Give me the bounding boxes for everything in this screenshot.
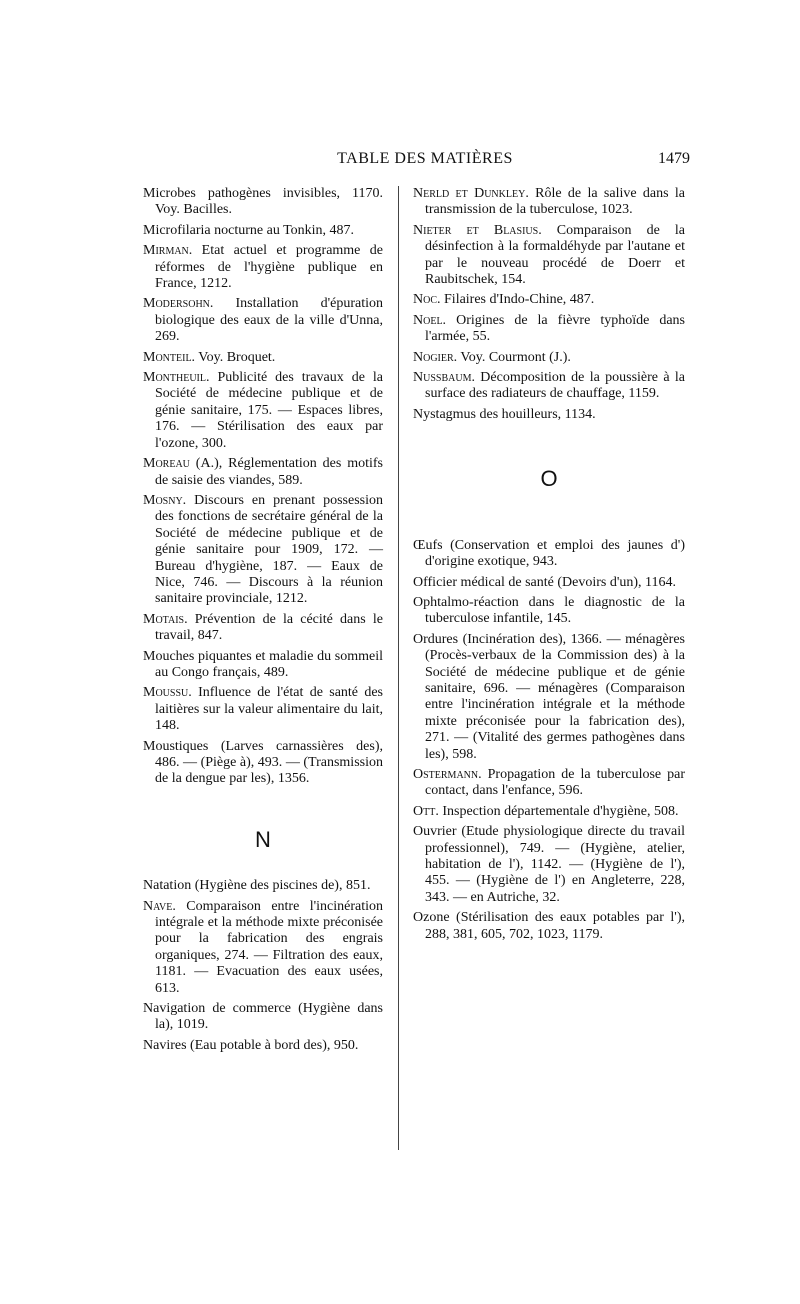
entry-heading: Nussbaum. <box>413 370 475 386</box>
right-column <box>413 186 685 947</box>
index-section-n-continued <box>413 186 685 423</box>
page-title: TABLE DES MATIÈRES <box>337 150 513 167</box>
index-entry <box>143 899 383 997</box>
index-section-m <box>143 186 383 788</box>
entry-text: Nystagmus des houilleurs, 1134. <box>413 406 596 422</box>
index-entry <box>413 575 685 591</box>
entry-heading: Ostermann. <box>413 766 482 782</box>
entry-heading: Motais. <box>143 611 188 627</box>
entry-text: Voy. Broquet. <box>195 349 276 365</box>
index-entry <box>143 1038 383 1054</box>
index-entry <box>413 804 685 820</box>
entry-text: Décomposition de la poussière à la surface des radiateurs de chauffage, 1159. <box>425 370 685 402</box>
index-entry <box>143 296 383 345</box>
index-entry <box>143 243 383 292</box>
index-entry <box>413 824 685 906</box>
index-entry <box>413 767 685 800</box>
entry-text: Navires (Eau potable à bord des), 950. <box>143 1037 359 1053</box>
entry-text: Mouches piquantes et maladie du sommeil au Congo français, 489. <box>143 648 383 680</box>
entry-text: Discours en prenant possession des fonctions de secrétaire général de la Société de médecine publique et de génie sanitaire pour 1909, 172. — Bureau d'hygiène, 187. — Eaux de Nice, 746. — Discours à la réunion sanitaire provinciale, 1212. <box>155 492 383 607</box>
left-column <box>143 186 383 1058</box>
entry-text: (A.), Réglementation des motifs de saisie des viandes, 589. <box>155 456 383 488</box>
entry-text: Voy. Courmont (J.). <box>457 349 571 365</box>
index-entry <box>143 1001 383 1034</box>
entry-text: Microfilaria nocturne au Tonkin, 487. <box>143 222 355 238</box>
index-entry <box>413 223 685 289</box>
index-entry <box>413 632 685 763</box>
entry-text: Comparaison entre l'incinération intégrale et la méthode mixte préconisée pour la fabrication des engrais organiques, 274. — Filtration des eaux, 1181. — Evacuation des eaux usées, 613. <box>155 898 383 996</box>
entry-text: Filaires d'Indo-Chine, 487. <box>440 292 595 308</box>
entry-text: Microbes pathogènes invisibles, 1170. Voy. Bacilles. <box>143 186 383 218</box>
entry-heading: Nogier. <box>413 349 458 365</box>
entry-text: Navigation de commerce (Hygiène dans la), 1019. <box>143 1001 383 1033</box>
index-entry <box>413 538 685 571</box>
entry-text: Origines de la fièvre typhoïde dans l'armée, 55. <box>425 312 685 345</box>
entry-text: Ordures (Incinération des), 1366. — ménagères (Procès-verbaux de la Commission des) à la Société de médecine publique et de génie sanitaire, 696. — ménagères (Comparaison entre l'incinération intégrale et la méthode mixte préconisée pour la fabrication des), 271. — (Vitalité des germes pathogènes dans les), 598. <box>413 631 685 762</box>
entry-heading: Moussu. <box>143 685 192 701</box>
index-section-n <box>143 878 383 1054</box>
index-entry <box>143 186 383 219</box>
entry-text: Ozone (Stérilisation des eaux potables par l'), 288, 381, 605, 702, 1023, 1179. <box>413 910 685 942</box>
entry-heading: Noc. <box>413 292 441 308</box>
index-entry <box>143 612 383 645</box>
entry-text: Prévention de la cécité dans le travail, 847. <box>155 611 383 644</box>
entry-text: Influence de l'état de santé des laitières sur la valeur alimentaire du lait, 148. <box>155 685 383 734</box>
index-entry <box>143 456 383 489</box>
index-entry <box>143 649 383 682</box>
entry-text: Comparaison de la désinfection à la formaldéhyde par l'autane et par le nouveau procédé de Doerr et Raubitschek, 154. <box>425 222 685 288</box>
index-entry <box>413 370 685 403</box>
entry-text: Ophtalmo-réaction dans le diagnostic de la tuberculose infantile, 145. <box>413 594 685 627</box>
page-number: 1479 <box>658 150 690 167</box>
entry-heading: Nieter et Blasius. <box>413 222 542 238</box>
entry-text: Natation (Hygiène des piscines de), 851. <box>143 878 371 894</box>
index-entry <box>413 407 685 423</box>
index-entry <box>413 292 685 308</box>
entry-text: Inspection départementale d'hygiène, 508. <box>438 803 679 819</box>
entry-text: Ouvrier (Etude physiologique directe du travail professionnel), 749. — (Hygiène, atelier, habitation de l'), 1142. — (Hygiène de l'), 455. — (Hygiène de l') en Angleterre, 228, 343. — en Autriche, 32. <box>413 824 685 905</box>
entry-heading: Noel. <box>413 312 447 328</box>
entry-heading: Nerld et Dunkley. <box>413 186 529 201</box>
index-entry <box>413 350 685 366</box>
index-entry <box>413 186 685 219</box>
entry-heading: Mirman. <box>143 243 193 259</box>
index-entry <box>143 350 383 366</box>
entry-text: Officier médical de santé (Devoirs d'un), 1164. <box>413 574 676 590</box>
entry-heading: Moreau <box>143 456 190 472</box>
index-entry <box>413 910 685 943</box>
index-entry <box>143 370 383 452</box>
entry-heading: Ott. <box>413 803 439 819</box>
index-entry <box>143 878 383 894</box>
entry-text: Etat actuel et programme de réformes de l'hygiène publique en France, 1212. <box>155 243 383 292</box>
entry-text: Publicité des travaux de la Société de médecine publique et de génie sanitaire, 175. — Espaces libres, 176. — Stérilisation des eaux par l'ozone, 300. <box>155 370 383 451</box>
entry-text: Moustiques (Larves carnassières des), 486. — (Piège à), 493. — (Transmission de la dengue par les), 1356. <box>143 738 383 787</box>
index-entry <box>143 685 383 734</box>
entry-text: Rôle de la salive dans la transmission de la tuberculose, 1023. <box>425 186 685 218</box>
section-letter-n: N <box>255 826 271 852</box>
index-entry <box>143 739 383 788</box>
running-header <box>160 150 690 174</box>
entry-heading: Nave. <box>143 898 176 914</box>
index-entry <box>143 493 383 608</box>
entry-heading: Mosny. <box>143 492 187 508</box>
entry-text: Propagation de la tuberculose par contact, dans l'enfance, 596. <box>425 766 685 799</box>
entry-text: Installation d'épuration biologique des eaux de la ville d'Unna, 269. <box>155 296 383 345</box>
column-divider <box>398 186 399 1150</box>
entry-heading: Monteil. <box>143 349 196 365</box>
index-entry <box>413 313 685 346</box>
entry-heading: Modersohn. <box>143 296 214 312</box>
entry-heading: Montheuil. <box>143 370 210 386</box>
index-entry <box>413 595 685 628</box>
entry-text: Œufs (Conservation et emploi des jaunes d') d'origine exotique, 943. <box>413 537 685 570</box>
index-entry <box>143 223 383 239</box>
index-section-o <box>413 538 685 943</box>
section-letter-o: O <box>540 466 558 492</box>
